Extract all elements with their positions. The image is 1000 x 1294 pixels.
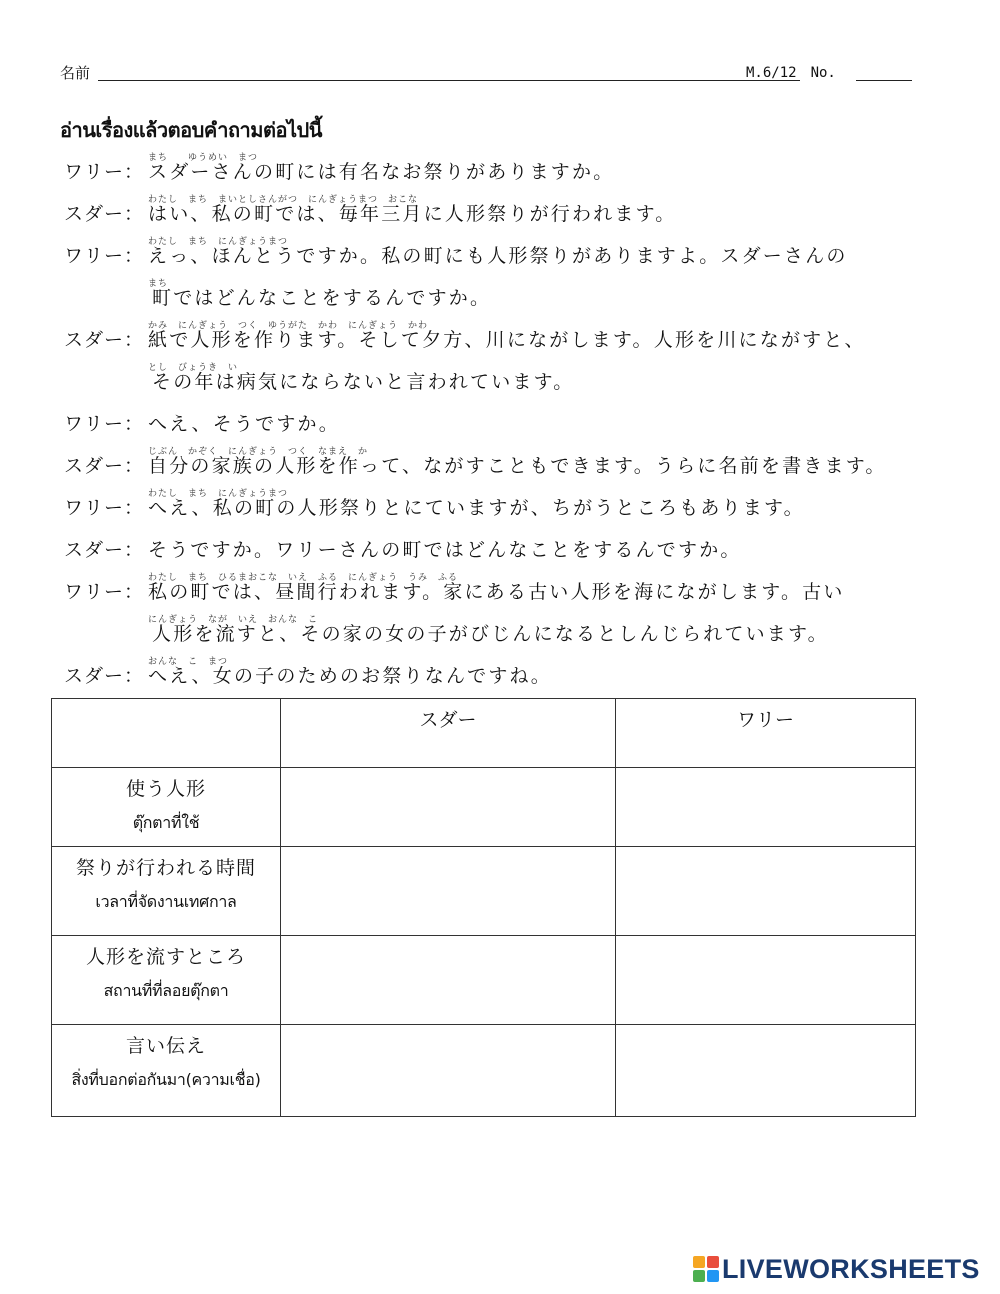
- dialog-text: へえ、女の子のためのお祭りなんですね。: [148, 665, 552, 687]
- dialog-text: 人形を流すと、その家の女の子がびじんになるとしんじられています。: [152, 623, 829, 645]
- dialog-text: はい、私の町では、毎年三月に人形祭りが行われます。: [148, 203, 677, 225]
- answer-table: [51, 698, 916, 1117]
- logo-block: [707, 1256, 719, 1268]
- row-label-th: ตุ๊กตาที่ใช้: [132, 813, 200, 832]
- instruction: อ่านเรื่องแล้วตอบคำถามต่อไปนี้: [60, 118, 322, 142]
- logo-block: [707, 1270, 719, 1282]
- speaker: スダー：: [64, 203, 145, 225]
- name-label: 名前: [60, 64, 91, 82]
- table-row: [52, 936, 916, 1025]
- furigana: わたし まち ひるまおこな いえ ふる にんぎょう うみ ふる: [148, 573, 459, 583]
- furigana: まち: [148, 279, 169, 289]
- liveworksheets-logo[interactable]: [693, 1255, 980, 1283]
- answer-cell-suda[interactable]: [281, 768, 616, 847]
- column-header-wari: ワリー: [616, 699, 916, 768]
- row-label-jp: 祭りが行われる時間: [75, 857, 256, 879]
- dialog-line: [64, 358, 944, 400]
- name-field[interactable]: [98, 80, 800, 81]
- header: [60, 60, 912, 84]
- furigana: じぶん かぞく にんぎょう つく なまえ か: [148, 447, 369, 457]
- table-row: [52, 847, 916, 936]
- dialog-line: [64, 484, 944, 526]
- dialog-line: [64, 190, 944, 232]
- speaker: スダー：: [64, 665, 145, 687]
- answer-cell-wari[interactable]: [616, 768, 916, 847]
- answer-cell-suda[interactable]: [281, 1025, 616, 1117]
- row-label-th: เวลาที่จัดงานเทศกาล: [95, 892, 237, 911]
- dialog-line: [64, 316, 944, 358]
- answer-cell-suda[interactable]: [281, 847, 616, 936]
- speaker: スダー：: [64, 539, 145, 561]
- dialog-line: [64, 568, 944, 610]
- speaker: ワリー：: [64, 161, 145, 183]
- row-label-jp: 言い伝え: [125, 1035, 206, 1057]
- column-header-suda: スダー: [281, 699, 616, 768]
- row-header: [52, 936, 281, 1025]
- answer-cell-wari[interactable]: [616, 936, 916, 1025]
- answer-cell-wari[interactable]: [616, 1025, 916, 1117]
- speaker: ワリー：: [64, 497, 145, 519]
- column-header: [52, 699, 281, 768]
- logo-blocks-icon: [693, 1256, 719, 1282]
- speaker: ワリー：: [64, 413, 145, 435]
- dialog-line: [64, 526, 944, 568]
- dialog-line: [64, 400, 944, 442]
- row-label-jp: 使う人形: [125, 778, 206, 800]
- speaker: ワリー：: [64, 245, 145, 267]
- logo-block: [693, 1256, 705, 1268]
- row-header: [52, 847, 281, 936]
- furigana: おんな こ まつ: [148, 657, 229, 667]
- dialog-line: [64, 148, 944, 190]
- answer-cell-suda[interactable]: [281, 936, 616, 1025]
- dialog-line: [64, 610, 944, 652]
- table-header-row: [52, 699, 916, 768]
- furigana: とし びょうき い: [148, 363, 239, 373]
- speaker: ワリー：: [64, 581, 145, 603]
- answer-cell-wari[interactable]: [616, 847, 916, 936]
- row-label-th: สิ่งที่บอกต่อกันมา(ความเชื่อ): [71, 1070, 261, 1089]
- row-label-th: สถานที่ที่ลอยตุ๊กตา: [103, 981, 229, 1000]
- dialog-line: [64, 652, 944, 694]
- dialog: [64, 148, 944, 694]
- logo-text: LIVEWORKSHEETS: [722, 1253, 980, 1284]
- student-number-field[interactable]: [856, 80, 912, 81]
- dialog-line: [64, 442, 944, 484]
- furigana: わたし まち にんぎょうまつ: [148, 237, 289, 247]
- table-row: [52, 1025, 916, 1117]
- dialog-text: そうですか。ワリーさんの町ではどんなことをするんですか。: [148, 539, 742, 561]
- furigana: かみ にんぎょう つく ゆうがた かわ にんぎょう かわ: [148, 321, 429, 331]
- furigana: まち ゆうめい まつ: [148, 153, 259, 163]
- dialog-text: へえ、そうですか。: [148, 413, 340, 435]
- furigana: わたし まち まいとしさんがつ にんぎょうまつ おこな: [148, 195, 419, 205]
- dialog-text: 私の町では、昼間行われます。家にある古い人形を海にながします。古い: [148, 581, 845, 603]
- logo-block: [693, 1270, 705, 1282]
- dialog-text: へえ、私の町の人形祭りとにていますが、ちがうところもあります。: [148, 497, 805, 519]
- dialog-text: スダーさんの町には有名なお祭りがありますか。: [148, 161, 615, 183]
- dialog-text: 町ではどんなことをするんですか。: [152, 287, 492, 309]
- dialog-line: [64, 274, 944, 316]
- speaker: スダー：: [64, 455, 145, 477]
- row-header: [52, 1025, 281, 1117]
- dialog-text: 自分の家族の人形を作って、ながすこともできます。うらに名前を書きます。: [148, 455, 887, 477]
- row-label-jp: 人形を流すところ: [85, 946, 246, 968]
- dialog-text: 紙で人形を作ります。そして夕方、川にながします。人形を川にながすと、: [148, 329, 866, 351]
- furigana: にんぎょう なが いえ おんな こ: [148, 615, 319, 625]
- dialog-line: [64, 232, 944, 274]
- table-row: [52, 768, 916, 847]
- dialog-text: その年は病気にならないと言われています。: [152, 371, 575, 393]
- row-header: [52, 768, 281, 847]
- dialog-text: えっ、ほんとうですか。私の町にも人形祭りがありますよ。スダーさんの: [148, 245, 848, 267]
- speaker: スダー：: [64, 329, 145, 351]
- furigana: わたし まち にんぎょうまつ: [148, 489, 289, 499]
- class-number-label: M.6/12 No.: [746, 65, 836, 81]
